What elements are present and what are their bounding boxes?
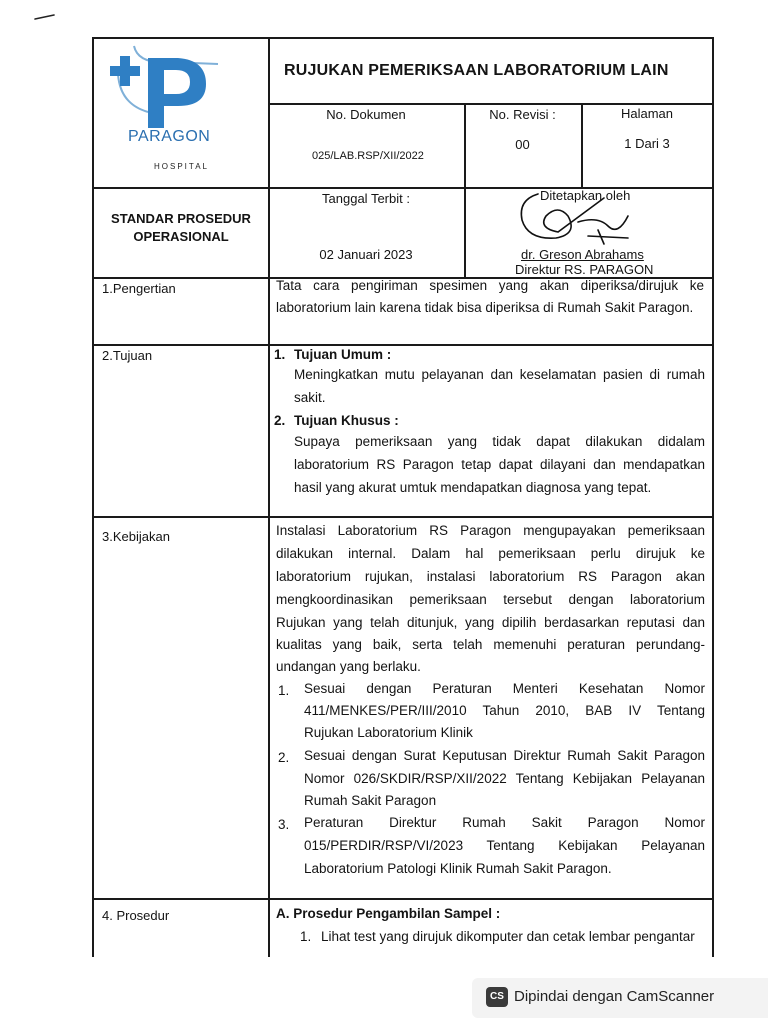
doc-number-label: No. Dokumen bbox=[326, 107, 406, 122]
label-column-divider bbox=[268, 37, 270, 957]
document-title: RUJUKAN PEMERIKSAAN LABORATORIUM LAIN bbox=[284, 62, 669, 79]
kebijakan-line-1: Instalasi Laboratorium RS Paragon mengupayakan pemeriksaan bbox=[276, 523, 705, 538]
row-divider-5 bbox=[92, 898, 714, 900]
signer-title: Direktur RS. PARAGON bbox=[515, 262, 654, 277]
kebijakan-item-1-line-1: Sesuai dengan Peraturan Menteri Kesehatan Nomor bbox=[304, 681, 705, 696]
kebijakan-label: 3.Kebijakan bbox=[102, 529, 170, 544]
kebijakan-item-1-line-2: 411/MENKES/PER/III/2010 Tahun 2010, BAB IV Tentang bbox=[304, 703, 705, 718]
camscanner-text: Dipindai dengan CamScanner bbox=[514, 988, 715, 1005]
prosedur-item-1-text: Lihat test yang dirujuk dikomputer dan cetak lembar pengantar bbox=[321, 929, 695, 944]
hospital-logo bbox=[108, 44, 228, 134]
kebijakan-line-2: dilakukan internal. Dalam hal pemeriksaan perlu dirujuk ke bbox=[276, 546, 705, 561]
paragon-logo-icon bbox=[108, 44, 228, 134]
hospital-subname: HOSPITAL bbox=[154, 162, 209, 171]
scan-pen-mark bbox=[34, 8, 56, 16]
tujuan-umum-line-2: sakit. bbox=[294, 390, 326, 405]
tujuan-khusus-title: Tujuan Khusus : bbox=[294, 413, 399, 428]
kebijakan-item-3-line-2: 015/PERDIR/RSP/VI/2023 Tentang Kebijakan Pelayanan bbox=[304, 838, 705, 853]
approved-label: Ditetapkan oleh bbox=[540, 188, 631, 203]
prosedur-subtitle: A. Prosedur Pengambilan Sampel : bbox=[276, 906, 501, 921]
tujuan-umum-number: 1. bbox=[274, 347, 286, 362]
prosedur-label: 4. Prosedur bbox=[102, 908, 170, 923]
signature-icon bbox=[508, 186, 648, 250]
kebijakan-item-3-line-3: Laboratorium Patologi Klinik Rumah Sakit Paragon. bbox=[304, 861, 612, 876]
kebijakan-line-5: Rujukan yang telah ditunjuk, yang dipilih berdasarkan reputasi dan bbox=[276, 615, 705, 630]
kebijakan-line-3: laboratorium rujukan, instalasi laboratorium RS Paragon akan bbox=[276, 569, 705, 584]
tujuan-label: 2.Tujuan bbox=[102, 348, 153, 363]
kebijakan-item-1-number: 1. bbox=[278, 683, 290, 698]
kebijakan-line-4: mengkoordinasikan pemeriksaan tersebut dengan laboratorium bbox=[276, 592, 705, 607]
prosedur-item-1-number: 1. bbox=[300, 929, 312, 944]
camscanner-watermark bbox=[472, 978, 768, 1018]
tujuan-umum-line-1: Meningkatkan mutu pelayanan dan keselamatan pasien di rumah bbox=[294, 367, 705, 382]
row-divider-3 bbox=[92, 344, 714, 346]
frame-right-border bbox=[712, 37, 714, 957]
header-mid-divider bbox=[464, 103, 466, 277]
tujuan-khusus-number: 2. bbox=[274, 413, 286, 428]
kebijakan-item-2-number: 2. bbox=[278, 750, 290, 765]
revision-label: No. Revisi : bbox=[489, 107, 556, 122]
tujuan-khusus-line-1: Supaya pemeriksaan yang tidak dapat dilakukan didalam bbox=[294, 434, 705, 449]
doc-number-value: 025/LAB.RSP/XII/2022 bbox=[312, 150, 424, 162]
tujuan-khusus-line-2: laboratorium RS Paragon tetap dapat dilayani dan mendapatkan bbox=[294, 457, 705, 472]
kebijakan-line-7: undangan yang berlaku. bbox=[276, 659, 421, 674]
kebijakan-item-3-number: 3. bbox=[278, 817, 290, 832]
hospital-name: PARAGON bbox=[128, 128, 211, 145]
kebijakan-item-2-line-3: Rumah Sakit Paragon bbox=[304, 793, 437, 808]
page-value: 1 Dari 3 bbox=[624, 136, 670, 151]
signature-image bbox=[508, 186, 648, 250]
frame-top-border bbox=[92, 37, 714, 39]
kebijakan-line-6: kualitas yang baik, serta telah memenuhi peraturan perundang- bbox=[276, 637, 705, 652]
camscanner-icon: CS bbox=[486, 987, 508, 1007]
kebijakan-item-2-line-1: Sesuai dengan Surat Keputusan Direktur Rumah Sakit Paragon bbox=[304, 748, 705, 763]
sop-label-line-2: OPERASIONAL bbox=[133, 229, 229, 244]
pengertian-line-1: Tata cara pengiriman spesimen yang akan diperiksa/dirujuk ke bbox=[276, 278, 704, 293]
pen-stroke-icon bbox=[34, 13, 56, 21]
row-divider-4 bbox=[92, 516, 714, 518]
tujuan-khusus-line-3: hasil yang akurat umtuk mendapatkan diagnosa yang tepat. bbox=[294, 480, 652, 495]
date-value: 02 Januari 2023 bbox=[319, 247, 413, 262]
date-label: Tanggal Terbit : bbox=[322, 191, 410, 206]
page-label: Halaman bbox=[620, 106, 674, 121]
tujuan-umum-title: Tujuan Umum : bbox=[294, 347, 392, 362]
kebijakan-item-2-line-2: Nomor 026/SKDIR/RSP/XII/2022 Tentang Kebijakan Pelayanan bbox=[304, 771, 705, 786]
pengertian-line-2: laboratorium lain karena tidak bisa diperiksa di Rumah Sakit Paragon. bbox=[276, 300, 694, 315]
revision-value: 00 bbox=[515, 137, 530, 152]
sop-label-line-1: STANDAR PROSEDUR bbox=[111, 211, 251, 226]
kebijakan-item-3-line-1: Peraturan Direktur Rumah Sakit Paragon Nomor bbox=[304, 815, 705, 830]
title-bottom-border bbox=[268, 103, 714, 105]
pengertian-label: 1.Pengertian bbox=[102, 281, 176, 296]
frame-left-border bbox=[92, 37, 94, 957]
kebijakan-item-1-line-3: Rujukan Laboratorium Klinik bbox=[304, 725, 473, 740]
signer-name: dr. Greson Abrahams bbox=[521, 247, 644, 262]
